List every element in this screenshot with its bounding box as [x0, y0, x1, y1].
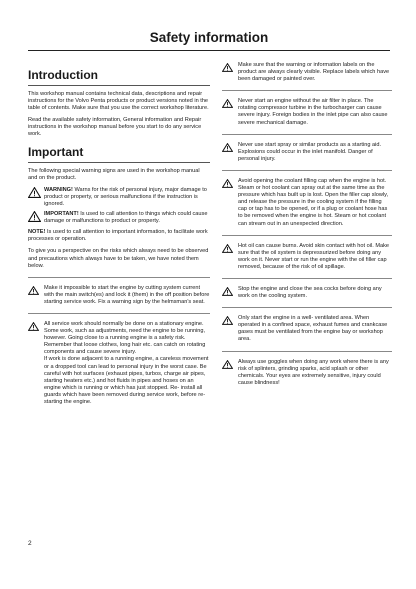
divider	[222, 170, 392, 171]
introduction-paragraph-2: Read the available safety information, General information and Repair instructions in the workshop manual before you start to do any service work.	[28, 117, 202, 138]
introduction-heading: Introduction	[28, 68, 98, 82]
safety-item-text: Make it impossible to start the engine by cutting system current with the main switch(es) and lock it (them) in the off position before starting service work. Fix a warning sign by the helmsman's seat.	[44, 284, 210, 305]
safety-item	[28, 285, 210, 306]
safety-item	[222, 315, 392, 343]
important-intro: The following special warning signs are used in the workshop manual and on the product.	[28, 167, 200, 181]
caution-triangle-icon	[222, 178, 238, 188]
safety-item-text: Always use goggles when doing any work where there is any risk of splinters, grinding sparks, acid splash or other chemicals. Your eyes are extremely sensitive, injury could cause blindness!	[238, 358, 389, 386]
safety-item-text: Hot oil can cause burns. Avoid skin contact with hot oil. Make sure that the oil system is depressurized before doing any work on it. Never start or run the engine with the oil filler cap removed, because of the risk of oil spillage.	[238, 242, 390, 270]
warning-text: WARNING! Warns for the risk of personal injury, major damage to product or property, or serious malfunctions if the instruction is ignored.	[44, 186, 207, 207]
important-heading: Important	[28, 144, 84, 159]
heading-rule	[28, 85, 210, 86]
important-text: IMPORTANT! Is used to call attention to things which could cause damage or malfunctions to product or property.	[44, 211, 208, 225]
caution-triangle-icon	[222, 142, 238, 152]
caution-triangle-icon	[28, 321, 44, 331]
divider	[222, 351, 392, 352]
safety-item	[222, 359, 392, 387]
safety-item	[28, 321, 210, 406]
heading-rule	[28, 162, 210, 163]
safety-list	[222, 62, 392, 387]
safety-item	[222, 286, 392, 300]
caution-triangle-icon	[222, 315, 238, 325]
safety-item	[222, 243, 392, 271]
caution-triangle-icon	[222, 286, 238, 296]
note-definition: NOTE! Is used to call attention to important information, to facilitate work processes or operation.	[28, 229, 208, 243]
divider	[222, 235, 392, 236]
safety-item-text: Never use start spray or similar products as a starting aid. Explosions could occur in the inlet manifold. Danger of personal injury.	[238, 141, 382, 162]
caution-triangle-icon	[222, 98, 238, 108]
divider	[222, 278, 392, 279]
safety-item-text: Never start an engine without the air filter in place. The rotating compressor turbine in the turbocharger can cause severe injury. Foreign bodies in the inlet pipe can also cause severe mechanical damage.	[238, 98, 388, 126]
page-title: Safety information	[28, 30, 390, 51]
safety-item-text: Make sure that the warning or information labels on the product are always clearly visible. Replace labels which have been damaged or painted over.	[238, 62, 390, 83]
safety-item	[222, 98, 392, 126]
left-column	[28, 62, 210, 406]
divider	[222, 307, 392, 308]
safety-item-text: Only start the engine in a well- ventilated area. When operated in a confined space, exhaust fumes and crankcase gases must be ventilated from the engine bay or workshop area.	[238, 315, 388, 343]
introduction-paragraph-1: This workshop manual contains technical data, descriptions and repair instructions for the Volvo Penta products or product versions noted in the table of contents. Make sure that you use the correct workshop literature.	[28, 91, 209, 112]
divider	[222, 134, 392, 135]
caution-triangle-icon	[222, 359, 238, 369]
caution-triangle-icon	[28, 285, 44, 295]
divider	[28, 313, 210, 314]
safety-item	[222, 178, 392, 228]
divider	[28, 277, 210, 278]
important-definition	[28, 211, 210, 225]
important-triangle-icon	[28, 211, 44, 222]
page-number: 2	[28, 540, 32, 547]
right-column	[222, 62, 392, 387]
caution-triangle-icon	[222, 62, 238, 72]
divider	[222, 90, 392, 91]
warning-triangle-icon	[28, 187, 44, 198]
warning-definition	[28, 187, 210, 208]
safety-item	[222, 142, 392, 163]
perspective-paragraph: To give you a perspective on the risks which always need to be observed and precautions which always have to be taken, we have noted them below.	[28, 248, 209, 269]
caution-triangle-icon	[222, 243, 238, 253]
safety-item-text: All service work should normally be done on a stationary engine. Some work, such as adjustments, need the engine to be running, however. Going close to a running engine is a safety risk. Remember that loose clothes, long hair etc. can catch on rotating components and cause severe injury. If work is done adjacent to a running engine, a careless movement or a dropped tool can lead to personal injury in the worst case. Be careful with hot surfaces (exhaust pipes, turbos, charge air pipes, starting heaters etc.) and hot fluids in pipes and hoses on an engine which is running or which has just stopped. Re- install all guards which have been removed during service work, before re- starting the engine.	[44, 320, 209, 405]
safety-item-text: Stop the engine and close the sea cocks before doing any work on the cooling system.	[238, 285, 382, 300]
safety-item-text: Avoid opening the coolant filling cap when the engine is hot. Steam or hot coolant can spray out at the same time as the pressure which has built up is lost. Open the filler cap slowly, and release the pressure in the cooling system if the filling cap or tap has to be opened, or if a plug or coolant hose has to be removed when the engine is hot. Steam or hot coolant can stream out in an unexpected direction.	[238, 177, 389, 227]
safety-item	[222, 62, 392, 83]
